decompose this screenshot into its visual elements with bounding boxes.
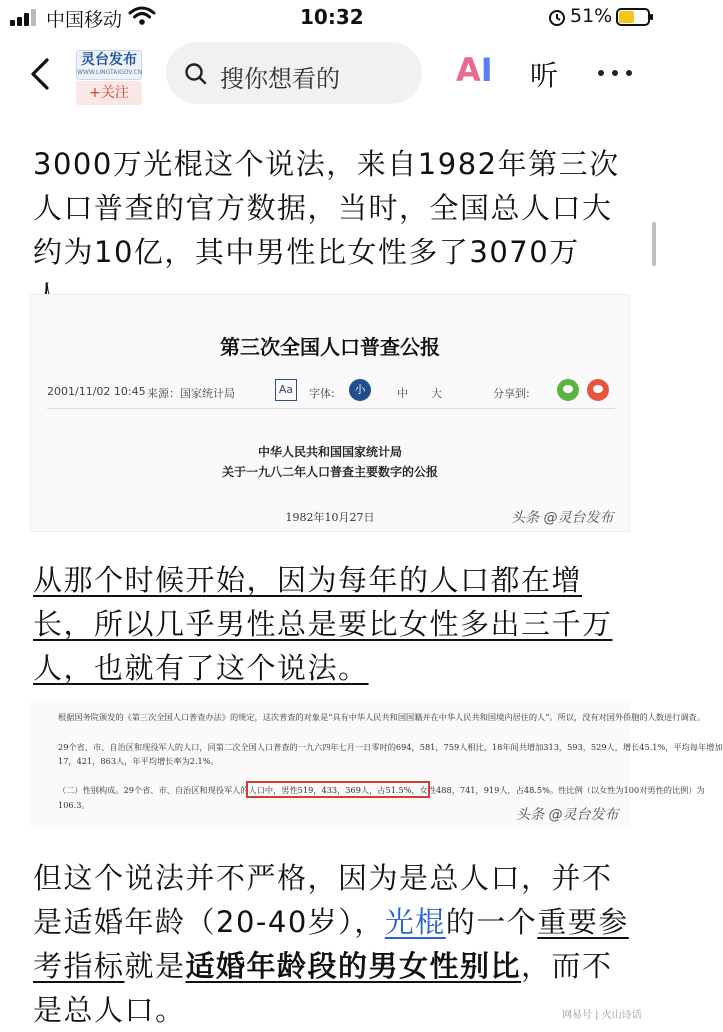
signal-icon — [10, 9, 38, 26]
bulletin-datetime: 2001/11/02 10:45 — [47, 385, 146, 398]
highlight-box — [246, 781, 430, 798]
carrier-name: 中国移动 — [46, 9, 123, 31]
top-nav — [0, 36, 660, 116]
share-label: 分享到: — [493, 387, 530, 400]
image-watermark: 头条 @灵台发布 — [516, 807, 619, 823]
census-excerpt-image[interactable] — [30, 700, 723, 828]
image-watermark: 头条 @灵台发布 — [511, 510, 614, 526]
bulletin-issuer: 中华人民共和国国家统计局 — [257, 445, 402, 459]
status-time: 10:32 — [300, 5, 364, 29]
status-bar — [0, 0, 660, 36]
font-size-big: 大 — [431, 387, 442, 400]
font-size-small: 小 — [349, 379, 371, 401]
publisher-logo[interactable]: 灵台发布 WWW.LINGTAIGOV.CN — [76, 50, 142, 80]
search-bar[interactable] — [166, 42, 422, 104]
battery-fill — [619, 11, 634, 23]
battery-icon — [616, 8, 650, 26]
excerpt-line: 17，421，863人，年平均增长率为2.1%。 — [58, 756, 219, 766]
article-paragraph-1: 3000万光棍这个说法，来自1982年第三次人口普查的官方数据，当时，全国总人口大约为10亿，其中男性比女性多了3070万 — [33, 147, 620, 269]
article-paragraph-2: 从那个时候开始，因为每年的人口都在增长，所以几乎男性总是要比女性多出三千万人，也就有了这个说法。 — [33, 563, 613, 685]
bulletin-source: 来源：国家统计局 — [147, 387, 235, 400]
ai-button[interactable]: AI — [456, 51, 493, 89]
alarm-icon — [548, 7, 566, 27]
bulletin-title: 第三次全国人口普查公报 — [220, 335, 440, 359]
keyword-link[interactable]: 光棍 — [384, 905, 446, 939]
wifi-icon — [129, 6, 155, 26]
follow-button[interactable]: +关注 — [76, 81, 142, 105]
footer-watermark: 网易号 | 火山诗话 — [562, 1010, 642, 1021]
battery-percent: 51% — [570, 5, 613, 27]
text-size-icon: Aa — [275, 379, 297, 401]
excerpt-line: 根据国务院颁发的《第三次全国人口普查办法》的规定，这次普查的对象是“具有中华人民共和国国籍并在中华人民共和国境内居住的人”。所以，没有对国外侨胞的人数进行调查。 — [58, 712, 705, 722]
census-bulletin-image[interactable] — [30, 294, 630, 532]
bulletin-subtitle: 关于一九八二年人口普查主要数字的公报 — [221, 465, 438, 479]
excerpt-line: 106.3。 — [58, 800, 90, 810]
article-paragraph-3: 但这个说法并不严格，因为是总人口，并不是适婚年龄（20-40岁），光棍的一个重要参考指标就是适婚年龄段的男女性别比，而不是总人口。 — [33, 861, 629, 1027]
weibo-icon — [587, 379, 609, 401]
search-placeholder: 搜你想看的 — [220, 65, 340, 93]
excerpt-line: 29个省、市、自治区和现役军人的人口，同第二次全国人口普查的一九六四年七月一日零时的694，581，759人相比，18年间共增加313，593，529人，增长45.1%，平均每年增加 — [58, 742, 723, 752]
back-arrow-icon[interactable] — [22, 54, 62, 94]
listen-button[interactable]: 听 — [530, 59, 559, 92]
divider — [47, 408, 615, 409]
font-label: 字体: — [309, 387, 335, 400]
font-size-mid: 中 — [397, 387, 408, 400]
more-icon[interactable] — [598, 70, 632, 78]
wechat-icon — [557, 379, 579, 401]
scrollbar[interactable] — [652, 222, 656, 266]
bulletin-date: 1982年10月27日 — [285, 511, 375, 524]
excerpt-line: （二）性别构成。29个省、市、自治区和现役军人的人口中，男性519，433，369人，占51.5%，女性488，741，919人，占48.5%。性比例（以女性为100对男性的比例）为 — [58, 785, 705, 795]
search-icon — [184, 62, 208, 86]
